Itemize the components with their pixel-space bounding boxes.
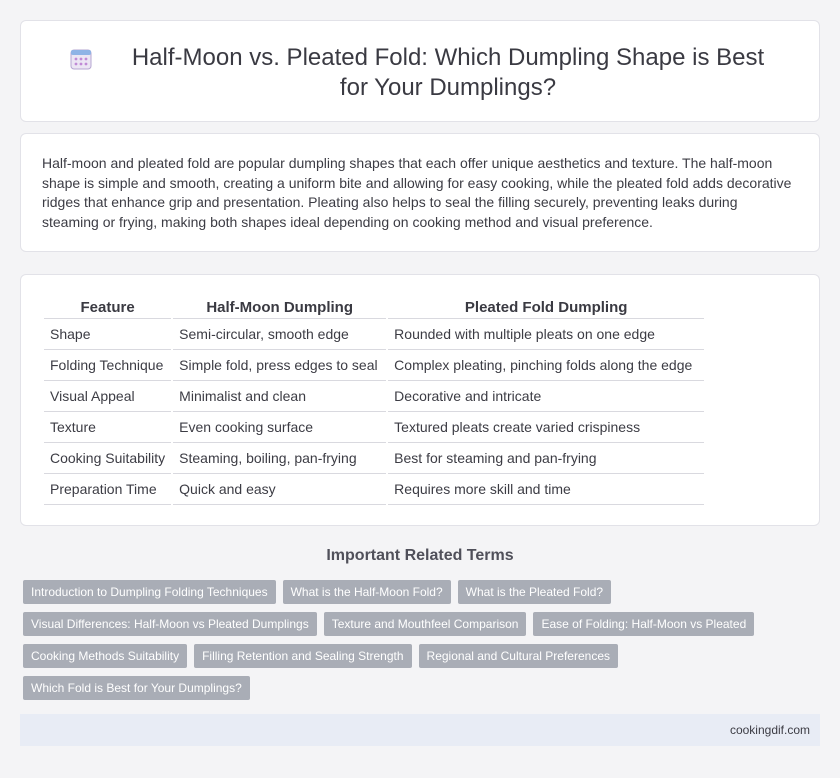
footer-site-name: cookingdif.com: [729, 723, 810, 737]
related-term-tag[interactable]: Filling Retention and Sealing Strength: [194, 644, 411, 668]
table-cell: Decorative and intricate: [388, 381, 704, 412]
table-cell: Visual Appeal: [44, 381, 171, 412]
table-cell: Preparation Time: [44, 474, 171, 505]
column-header-half-moon: Half-Moon Dumpling: [173, 297, 386, 319]
table-cell: Texture: [44, 412, 171, 443]
related-term-tag[interactable]: Cooking Methods Suitability: [23, 644, 187, 668]
related-term-tag[interactable]: Texture and Mouthfeel Comparison: [324, 612, 527, 636]
table-cell: Cooking Suitability: [44, 443, 171, 474]
table-header-row: [44, 297, 704, 319]
table-cell: Rounded with multiple pleats on one edge: [388, 319, 704, 350]
comparison-table: [42, 297, 706, 505]
intro-card: [20, 133, 820, 252]
table-cell: Textured pleats create varied crispiness: [388, 412, 704, 443]
table-cell: Complex pleating, pinching folds along the edge: [388, 350, 704, 381]
table-cell: Even cooking surface: [173, 412, 386, 443]
related-term-tag[interactable]: Regional and Cultural Preferences: [419, 644, 618, 668]
related-term-tag[interactable]: Introduction to Dumpling Folding Techniques: [23, 580, 276, 604]
comparison-card: [20, 274, 820, 526]
table-cell: Shape: [44, 319, 171, 350]
table-row: [44, 474, 704, 505]
table-cell: Quick and easy: [173, 474, 386, 505]
table-row: [44, 412, 704, 443]
related-term-tag[interactable]: Visual Differences: Half-Moon vs Pleated Dumplings: [23, 612, 317, 636]
intro-paragraph: Half-moon and pleated fold are popular dumpling shapes that each offer unique aesthetics and texture. The half-moon shape is simple and smooth, creating a uniform bite and allowing for easy cooking, while the pleated fold adds decorative ridges that enhance grip and presentation. Pleating also helps to seal the filling securely, preventing leaks during steaming or frying, making both shapes ideal depending on cooking method and visual preference.: [42, 155, 792, 230]
related-term-tag[interactable]: Ease of Folding: Half-Moon vs Pleated: [533, 612, 754, 636]
related-terms-list: [23, 580, 803, 708]
related-term-tag[interactable]: What is the Pleated Fold?: [458, 580, 611, 604]
related-terms-heading: Important Related Terms: [326, 547, 514, 564]
page-title: Half-Moon vs. Pleated Fold: Which Dumpling Shape is Best for Your Dumplings?: [131, 44, 765, 101]
table-cell: Semi-circular, smooth edge: [173, 319, 386, 350]
table-row: [44, 319, 704, 350]
column-header-feature: Feature: [44, 297, 171, 319]
table-cell: Steaming, boiling, pan-frying: [173, 443, 386, 474]
footer: [20, 714, 820, 746]
table-cell: Best for steaming and pan-frying: [388, 443, 704, 474]
related-term-tag[interactable]: What is the Half-Moon Fold?: [283, 580, 451, 604]
table-cell: Folding Technique: [44, 350, 171, 381]
table-cell: Minimalist and clean: [173, 381, 386, 412]
related-term-tag[interactable]: Which Fold is Best for Your Dumplings?: [23, 676, 250, 700]
table-cell: Simple fold, press edges to seal: [173, 350, 386, 381]
table-row: [44, 443, 704, 474]
title-card: [20, 20, 820, 122]
column-header-pleated: Pleated Fold Dumpling: [388, 297, 704, 319]
table-row: [44, 350, 704, 381]
table-row: [44, 381, 704, 412]
table-cell: Requires more skill and time: [388, 474, 704, 505]
